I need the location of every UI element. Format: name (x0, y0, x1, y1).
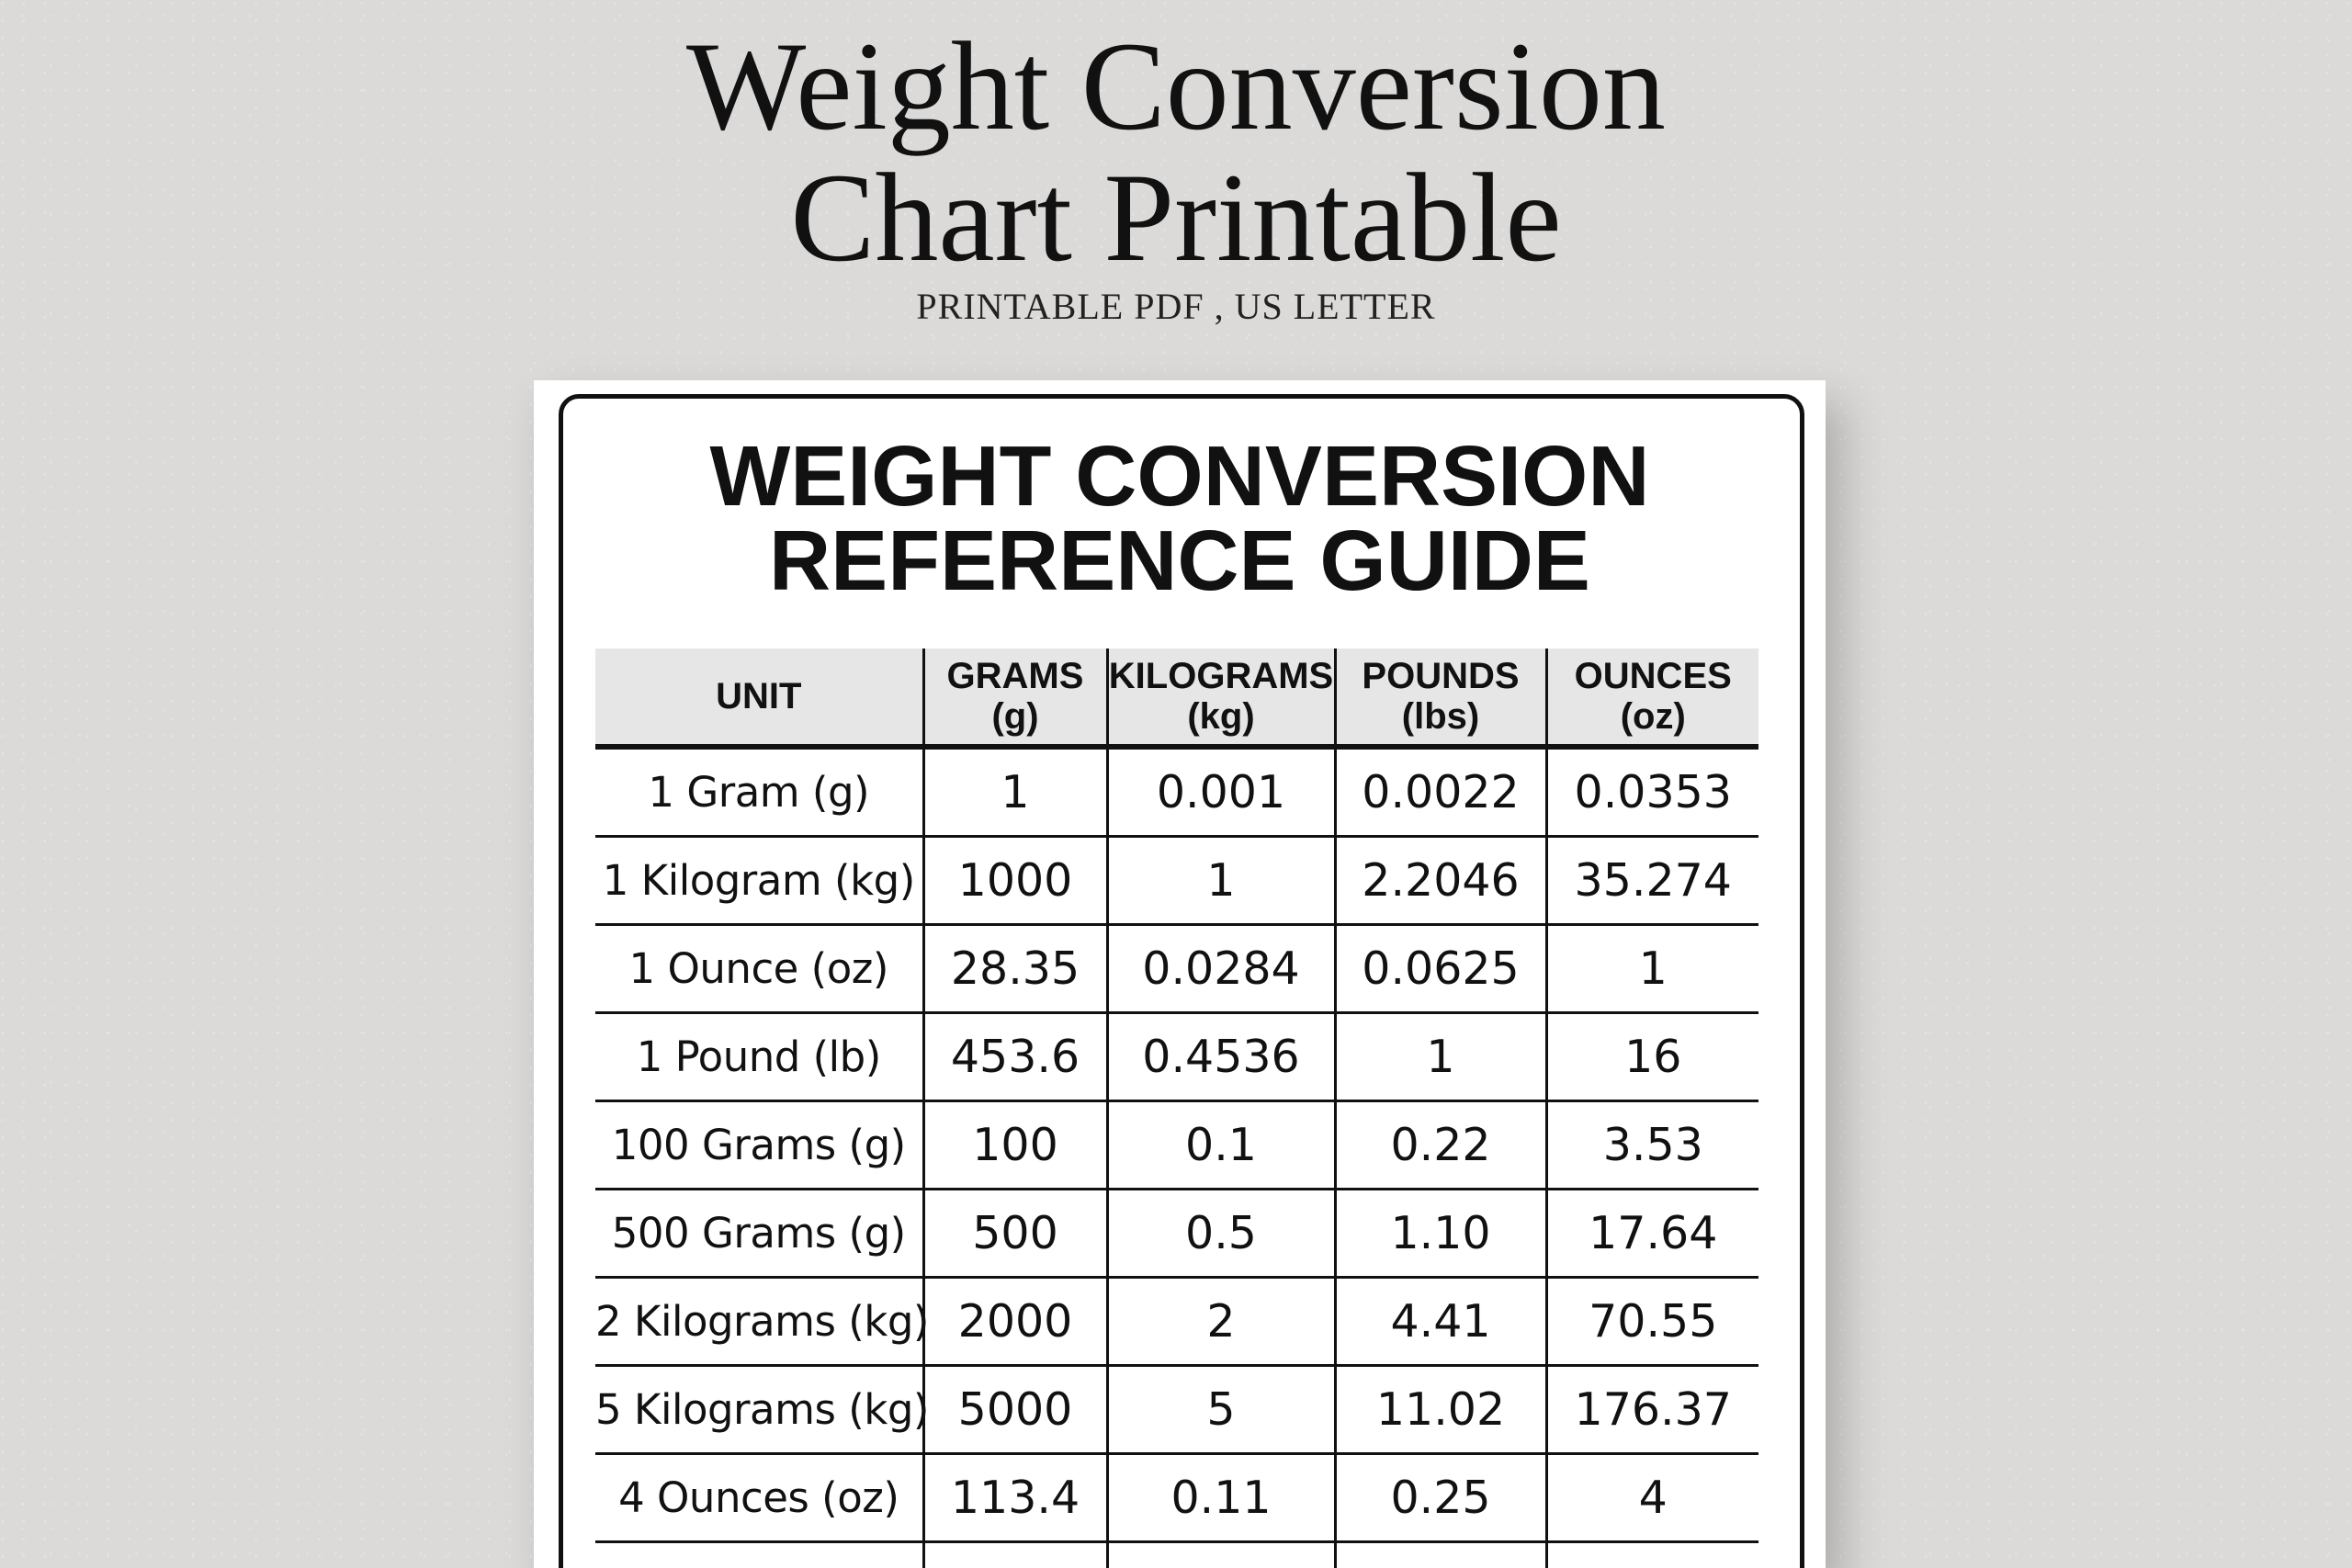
grams-cell: 500 (923, 1190, 1107, 1278)
ounces-cell: 16 (1546, 1013, 1758, 1101)
printable-sheet (534, 380, 1826, 1568)
grams-cell: 453.6 (923, 1013, 1107, 1101)
table-row (595, 1454, 1758, 1542)
kilograms-cell (1107, 1542, 1335, 1568)
pounds-cell: 0.0022 (1335, 747, 1546, 837)
column-header-grams: GRAMS (g) (923, 649, 1107, 747)
kilograms-cell: 1 (1107, 837, 1335, 925)
unit-cell: 4 Ounces (oz) (595, 1454, 923, 1542)
grams-cell: 28.35 (923, 925, 1107, 1013)
page-title-line-2: Chart Printable (790, 147, 1562, 288)
pounds-cell: 1 (1335, 1013, 1546, 1101)
grams-cell: 113.4 (923, 1454, 1107, 1542)
grams-cell: 1000 (923, 837, 1107, 925)
page-subtitle: PRINTABLE PDF , US LETTER (916, 286, 1436, 327)
pounds-cell: 2.2046 (1335, 837, 1546, 925)
table-header-row (595, 649, 1758, 747)
unit-cell (595, 1542, 923, 1568)
ounces-cell: 35.274 (1546, 837, 1758, 925)
grams-cell (923, 1542, 1107, 1568)
ounces-cell: 17.64 (1546, 1190, 1758, 1278)
pounds-cell: 4.41 (1335, 1278, 1546, 1366)
page-title (0, 16, 2352, 288)
unit-cell: 5 Kilograms (kg) (595, 1366, 923, 1454)
ounces-cell: 0.0353 (1546, 747, 1758, 837)
guide-title (534, 428, 1826, 608)
ounces-cell: 3.53 (1546, 1101, 1758, 1190)
column-header-kilograms: KILOGRAMS (kg) (1107, 649, 1335, 747)
table-row (595, 1013, 1758, 1101)
column-header-unit: UNIT (595, 649, 923, 747)
unit-cell: 500 Grams (g) (595, 1190, 923, 1278)
pounds-cell: 1.10 (1335, 1190, 1546, 1278)
unit-cell: 1 Ounce (oz) (595, 925, 923, 1013)
table-row (595, 1190, 1758, 1278)
column-header-pounds: POUNDS (lbs) (1335, 649, 1546, 747)
page-title-line-1: Weight Conversion (686, 16, 1666, 156)
table-row (595, 1278, 1758, 1366)
kilograms-cell: 2 (1107, 1278, 1335, 1366)
grams-cell: 5000 (923, 1366, 1107, 1454)
kilograms-cell: 0.1 (1107, 1101, 1335, 1190)
grams-cell: 2000 (923, 1278, 1107, 1366)
unit-cell: 2 Kilograms (kg) (595, 1278, 923, 1366)
grams-cell: 100 (923, 1101, 1107, 1190)
pounds-cell: 0.0625 (1335, 925, 1546, 1013)
table-row-partial (595, 1542, 1758, 1568)
table-row (595, 1101, 1758, 1190)
ounces-cell: 70.55 (1546, 1278, 1758, 1366)
unit-cell: 100 Grams (g) (595, 1101, 923, 1190)
pounds-cell: 0.22 (1335, 1101, 1546, 1190)
ounces-cell: 176.37 (1546, 1366, 1758, 1454)
column-header-ounces: OUNCES (oz) (1546, 649, 1758, 747)
unit-cell: 1 Kilogram (kg) (595, 837, 923, 925)
pounds-cell: 11.02 (1335, 1366, 1546, 1454)
conversion-table (595, 649, 1758, 1568)
table-row (595, 747, 1758, 837)
kilograms-cell: 0.11 (1107, 1454, 1335, 1542)
ounces-cell: 1 (1546, 925, 1758, 1013)
guide-title-line-1: WEIGHT CONVERSION (709, 428, 1650, 524)
kilograms-cell: 0.4536 (1107, 1013, 1335, 1101)
ounces-cell (1546, 1542, 1758, 1568)
pounds-cell (1335, 1542, 1546, 1568)
ounces-cell: 4 (1546, 1454, 1758, 1542)
guide-title-line-2: REFERENCE GUIDE (769, 513, 1590, 608)
kilograms-cell: 0.5 (1107, 1190, 1335, 1278)
kilograms-cell: 5 (1107, 1366, 1335, 1454)
pounds-cell: 0.25 (1335, 1454, 1546, 1542)
table-row (595, 837, 1758, 925)
grams-cell: 1 (923, 747, 1107, 837)
unit-cell: 1 Gram (g) (595, 747, 923, 837)
table-row (595, 1366, 1758, 1454)
table-row (595, 925, 1758, 1013)
unit-cell: 1 Pound (lb) (595, 1013, 923, 1101)
kilograms-cell: 0.001 (1107, 747, 1335, 837)
kilograms-cell: 0.0284 (1107, 925, 1335, 1013)
